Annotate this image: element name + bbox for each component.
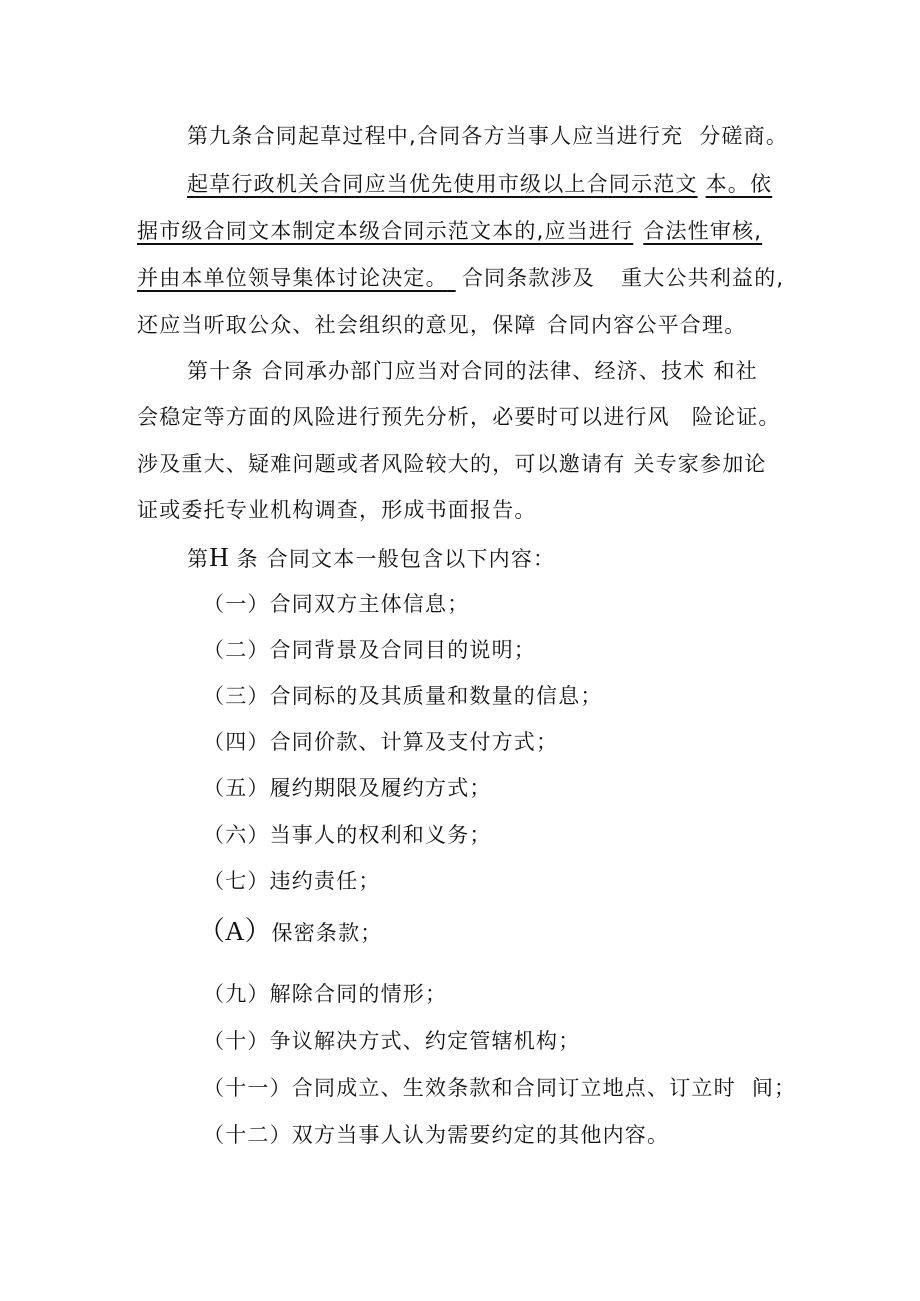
list-item-7: （七）违约责任； xyxy=(203,869,381,893)
list-item-10: （十）争议解决方式、约定管辖机构； xyxy=(203,1029,581,1053)
list-item-12: （十二）双方当事人认为需要约定的其他内容。 xyxy=(203,1123,670,1147)
list-item-6: （六）当事人的权利和义务； xyxy=(203,823,492,847)
article-9-line-5: 还应当听取公众、社会组织的意见，保障 合同内容公平合理。 xyxy=(137,313,747,337)
list-item-8: （A）保密条款； xyxy=(198,916,383,946)
list-item-5: （五）履约期限及履约方式； xyxy=(203,776,492,800)
list-item-1: （一）合同双方主体信息； xyxy=(203,592,470,616)
article-11-heading: 第H 条 合同文本一般包含以下内容： xyxy=(187,542,556,572)
list-item-9: （九）解除合同的情形； xyxy=(203,982,448,1006)
article-10-line-4: 证或委托专业机构调查，形成书面报告。 xyxy=(137,498,537,522)
list-item-4: （四）合同价款、计算及支付方式； xyxy=(203,730,559,754)
article-9-line-2: 起草行政机关合同应当优先使用市级以上合同示范文 本。依 xyxy=(187,172,773,196)
article-9-line-4: 并由本单位领导集体讨论决定。 合同条款涉及 重大公共利益的, xyxy=(137,266,785,290)
article-9-line-1: 第九条合同起草过程中,合同各方当事人应当进行充 分磋商。 xyxy=(187,124,789,148)
list-item-3: （三）合同标的及其质量和数量的信息； xyxy=(203,684,603,708)
article-10-line-1: 第十条 合同承办部门应当对合同的法律、经济、技术 和社 xyxy=(187,359,758,383)
list-item-2: （二）合同背景及合同目的说明； xyxy=(203,638,536,662)
list-item-11: （十一）合同成立、生效条款和合同订立地点、订立时 间； xyxy=(203,1076,797,1100)
article-9-line-3: 据市级合同文本制定本级合同示范文本的,应当进行 合法性审核, xyxy=(137,219,763,243)
article-10-line-3: 涉及重大、疑难问题或者风险较大的，可以邀请有 关专家参加论 xyxy=(137,452,767,476)
article-10-line-2: 会稳定等方面的风险进行预先分析，必要时可以进行风 险论证。 xyxy=(137,405,781,429)
